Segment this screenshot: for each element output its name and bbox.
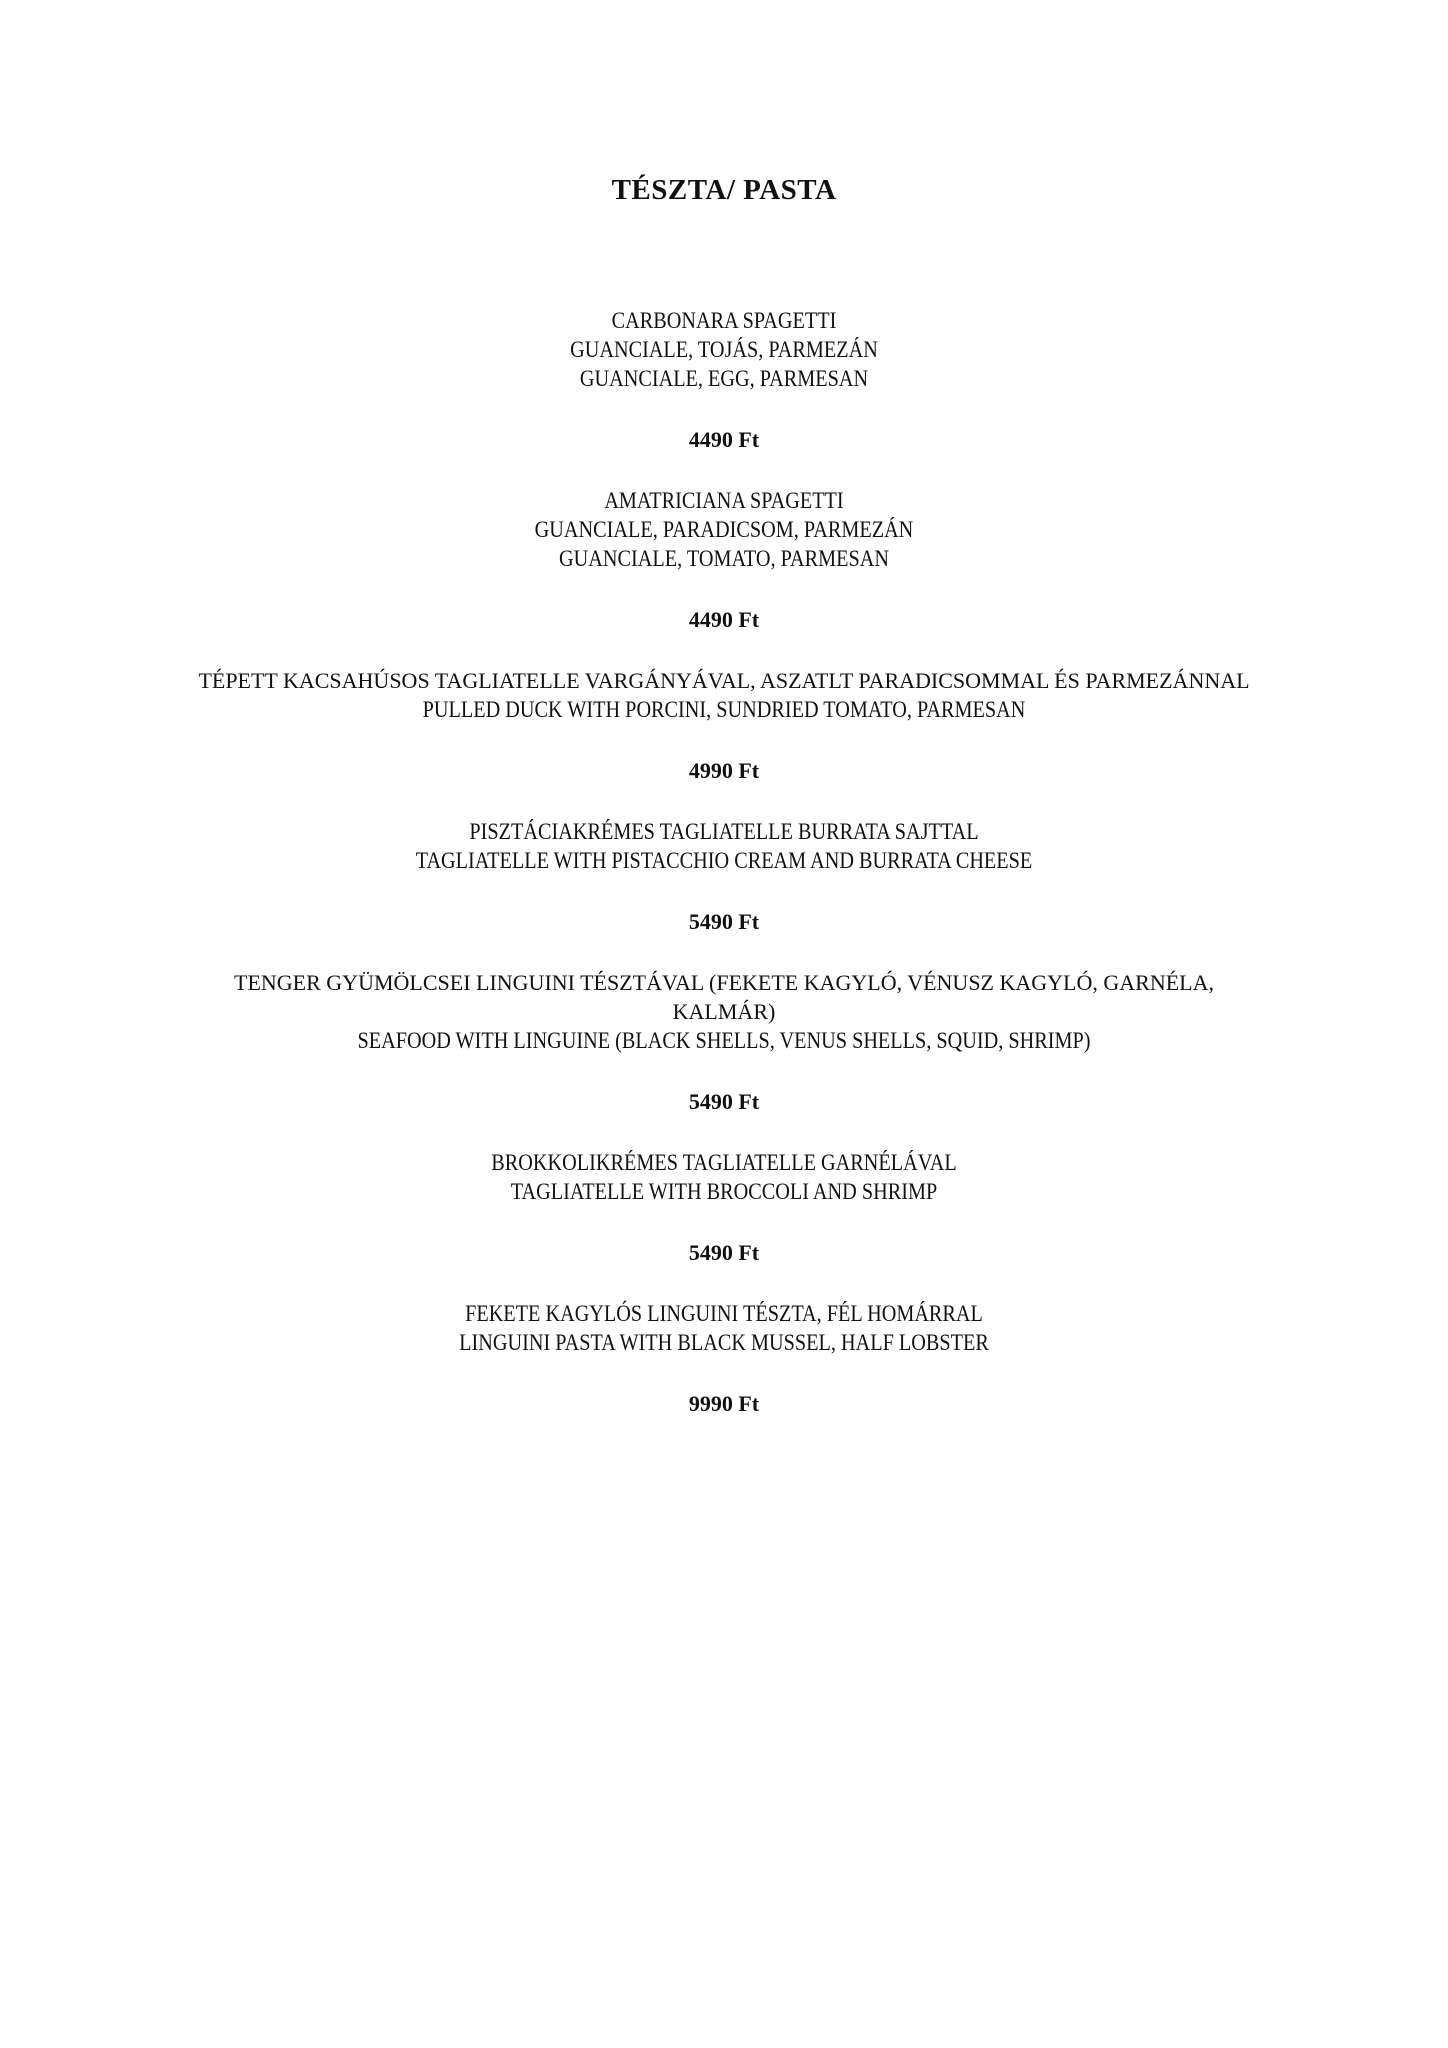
- dish-price: 4490 Ft: [688, 427, 760, 452]
- menu-item: [0, 486, 1448, 634]
- dish-description-en: GUANCIALE, TOMATO, PARMESAN: [559, 546, 889, 571]
- dish-price: 9990 Ft: [688, 1391, 760, 1416]
- dish-price: 4490 Ft: [688, 607, 760, 632]
- dish-name: PISZTÁCIAKRÉMES TAGLIATELLE BURRATA SAJTTAL: [469, 819, 979, 844]
- menu-list: [0, 306, 1448, 1450]
- dish-description-hu: GUANCIALE, PARADICSOM, PARMEZÁN: [534, 517, 914, 542]
- dish-price: 5490 Ft: [688, 909, 760, 934]
- dish-description-en: TAGLIATELLE WITH BROCCOLI AND SHRIMP: [510, 1179, 938, 1204]
- dish-name: AMATRICIANA SPAGETTI: [604, 488, 844, 513]
- menu-item: [0, 817, 1448, 936]
- dish-price: 5490 Ft: [688, 1240, 760, 1265]
- dish-name: TENGER GYÜMÖLCSEI LINGUINI TÉSZTÁVAL (FEKETE KAGYLÓ, VÉNUSZ KAGYLÓ, GARNÉLA, KALMÁR): [234, 970, 1214, 1024]
- menu-item: [0, 1299, 1448, 1418]
- dish-name: TÉPETT KACSAHÚSOS TAGLIATELLE VARGÁNYÁVAL, ASZATLT PARADICSOMMAL ÉS PARMEZÁNNAL: [198, 668, 1250, 693]
- dish-description-en: PULLED DUCK WITH PORCINI, SUNDRIED TOMATO, PARMESAN: [422, 697, 1026, 722]
- dish-description-en: LINGUINI PASTA WITH BLACK MUSSEL, HALF LOBSTER: [459, 1330, 989, 1355]
- dish-description-en: SEAFOOD WITH LINGUINE (BLACK SHELLS, VENUS SHELLS, SQUID, SHRIMP): [357, 1028, 1091, 1053]
- dish-name: BROKKOLIKRÉMES TAGLIATELLE GARNÉLÁVAL: [491, 1150, 957, 1175]
- dish-description-en: GUANCIALE, EGG, PARMESAN: [579, 366, 869, 391]
- dish-description-en: TAGLIATELLE WITH PISTACCHIO CREAM AND BURRATA CHEESE: [415, 848, 1033, 873]
- menu-item: [0, 306, 1448, 454]
- dish-name: FEKETE KAGYLÓS LINGUINI TÉSZTA, FÉL HOMÁRRAL: [465, 1301, 983, 1326]
- menu-item: [0, 968, 1448, 1116]
- page-title: TÉSZTA/ PASTA: [611, 174, 837, 206]
- menu-item: [0, 666, 1448, 785]
- dish-price: 4990 Ft: [688, 758, 760, 783]
- dish-price: 5490 Ft: [688, 1089, 760, 1114]
- menu-item: [0, 1148, 1448, 1267]
- dish-description-hu: GUANCIALE, TOJÁS, PARMEZÁN: [570, 337, 878, 362]
- dish-name: CARBONARA SPAGETTI: [611, 308, 837, 333]
